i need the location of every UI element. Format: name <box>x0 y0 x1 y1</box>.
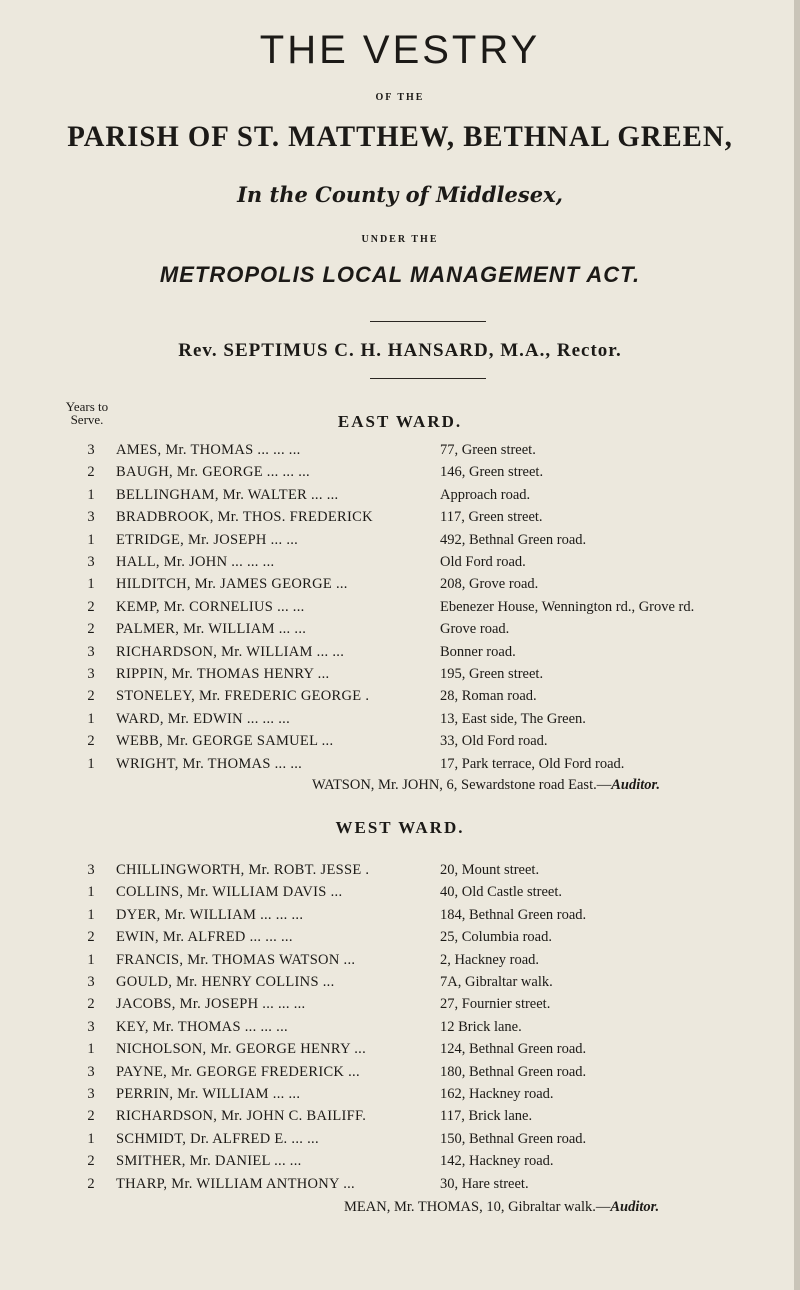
address-cell: 40, Old Castle street. <box>440 884 563 901</box>
years-cell: 3 <box>87 509 95 526</box>
years-cell: 1 <box>87 531 95 548</box>
address-cell: 150, Bethnal Green road. <box>440 1130 587 1147</box>
table-row <box>0 554 800 576</box>
name-cell: RICHARDSON, Mr. JOHN C. BAILIFF. <box>116 1108 367 1125</box>
years-cell: 1 <box>87 576 95 593</box>
name-cell: BRADBROOK, Mr. THOS. FREDERICK <box>116 509 373 526</box>
years-cell: 1 <box>87 1130 95 1147</box>
address-cell: 28, Roman road. <box>440 688 537 705</box>
address-cell: 12 Brick lane. <box>440 1018 522 1035</box>
name-cell: NICHOLSON, Mr. GEORGE HENRY ... <box>116 1041 367 1058</box>
years-cell: 3 <box>87 643 95 660</box>
name-cell: SCHMIDT, Dr. ALFRED E. ... ... <box>116 1130 319 1147</box>
name-cell: STONELEY, Mr. FREDERIC GEORGE . <box>116 688 370 705</box>
address-cell: 17, Park terrace, Old Ford road. <box>440 755 625 772</box>
name-cell: HILDITCH, Mr. JAMES GEORGE ... <box>116 576 348 593</box>
address-cell: 13, East side, The Green. <box>440 710 586 727</box>
auditor-text: MEAN, Mr. THOMAS, 10, Gibraltar walk.— <box>344 1199 611 1215</box>
county-line: In the County of Middlesex, <box>237 182 563 207</box>
table-row <box>0 464 800 486</box>
divider-rule <box>370 378 486 379</box>
table-row <box>0 576 800 598</box>
address-cell: 117, Green street. <box>440 509 543 526</box>
address-cell: 77, Green street. <box>440 442 536 458</box>
name-cell: ETRIDGE, Mr. JOSEPH ... ... <box>116 531 299 548</box>
years-cell: 3 <box>87 1018 95 1035</box>
auditor-label: Auditor. <box>610 1199 660 1215</box>
name-cell: KEY, Mr. THOMAS ... ... ... <box>116 1018 288 1035</box>
years-cell: 2 <box>87 1108 95 1125</box>
years-cell: 3 <box>87 974 95 990</box>
table-row <box>0 532 800 554</box>
name-cell: WARD, Mr. EDWIN ... ... ... <box>116 710 291 727</box>
name-cell: THARP, Mr. WILLIAM ANTHONY ... <box>116 1175 355 1192</box>
name-cell: PAYNE, Mr. GEORGE FREDERICK ... <box>116 1063 360 1080</box>
years-cell: 2 <box>87 1175 95 1192</box>
address-cell: 184, Bethnal Green road. <box>440 906 587 923</box>
table-row <box>0 644 800 666</box>
name-cell: WRIGHT, Mr. THOMAS ... ... <box>116 755 303 772</box>
address-cell: 146, Green street. <box>440 464 544 481</box>
table-row <box>0 1176 800 1198</box>
address-cell: 180, Bethnal Green road. <box>440 1063 587 1080</box>
address-cell: Approach road. <box>440 486 531 503</box>
table-row <box>0 974 800 996</box>
address-cell: 25, Columbia road. <box>440 929 552 946</box>
address-cell: Grove road. <box>440 621 510 638</box>
address-cell: 20, Mount street. <box>440 862 540 878</box>
table-row <box>0 1131 800 1153</box>
years-cell: 3 <box>87 666 95 682</box>
table-row <box>0 711 800 733</box>
name-cell: BAUGH, Mr. GEORGE ... ... ... <box>116 464 310 481</box>
table-row <box>0 1064 800 1086</box>
name-cell: AMES, Mr. THOMAS ... ... ... <box>116 442 301 458</box>
years-cell: 1 <box>87 1041 95 1058</box>
name-cell: PALMER, Mr. WILLIAM ... ... <box>116 621 307 638</box>
name-cell: HALL, Mr. JOHN ... ... ... <box>116 554 275 570</box>
address-cell: Old Ford road. <box>440 554 526 570</box>
act-heading: METROPOLIS LOCAL MANAGEMENT ACT. <box>159 262 641 287</box>
name-cell: SMITHER, Mr. DANIEL ... ... <box>116 1153 302 1170</box>
years-cell: 2 <box>87 1153 95 1170</box>
address-cell: 30, Hare street. <box>440 1175 529 1192</box>
years-cell: 3 <box>87 862 95 878</box>
years-cell: 3 <box>87 442 95 458</box>
table-row <box>0 487 800 509</box>
years-cell: 2 <box>87 929 95 946</box>
years-cell: 1 <box>87 884 95 901</box>
address-cell: 492, Bethnal Green road. <box>440 531 587 548</box>
table-row <box>0 756 800 778</box>
table-row <box>0 884 800 906</box>
name-cell: BELLINGHAM, Mr. WALTER ... ... <box>116 486 339 503</box>
table-row <box>0 666 800 688</box>
address-cell: 195, Green street. <box>440 666 544 682</box>
years-cell: 2 <box>87 996 95 1013</box>
years-cell: 3 <box>87 554 95 570</box>
rector-line: Rev. SEPTIMUS C. H. HANSARD, M.A., Rector. <box>178 340 622 361</box>
name-cell: KEMP, Mr. CORNELIUS ... ... <box>116 598 305 615</box>
name-cell: EWIN, Mr. ALFRED ... ... ... <box>116 929 293 946</box>
address-cell: 142, Hackney road. <box>440 1153 554 1170</box>
table-row <box>0 996 800 1018</box>
page-edge <box>794 0 800 1290</box>
divider-rule <box>370 321 486 322</box>
table-row <box>0 442 800 464</box>
table-row <box>0 509 800 531</box>
table-row <box>0 907 800 929</box>
west-auditor <box>344 1199 659 1216</box>
name-cell: RICHARDSON, Mr. WILLIAM ... ... <box>116 643 345 660</box>
east-ward-title: EAST WARD. <box>337 412 463 431</box>
table-row <box>0 599 800 621</box>
name-cell: WEBB, Mr. GEORGE SAMUEL ... <box>116 733 334 750</box>
table-row <box>0 621 800 643</box>
years-cell: 2 <box>87 688 95 705</box>
years-cell: 2 <box>87 598 95 615</box>
address-cell: 33, Old Ford road. <box>440 733 548 750</box>
table-row <box>0 688 800 710</box>
table-row <box>0 1019 800 1041</box>
address-cell: 7A, Gibraltar walk. <box>440 974 553 990</box>
parish-heading: PARISH OF ST. MATTHEW, BETHNAL GREEN, <box>67 120 733 153</box>
table-row <box>0 1086 800 1108</box>
address-cell: Bonner road. <box>440 643 516 660</box>
table-row <box>0 733 800 755</box>
address-cell: 162, Hackney road. <box>440 1086 554 1102</box>
page-title: THE VESTRY <box>259 28 541 72</box>
years-cell: 1 <box>87 486 95 503</box>
years-cell: 2 <box>87 464 95 481</box>
table-row <box>0 929 800 951</box>
under-the-line: UNDER THE <box>361 234 439 245</box>
years-header-line: Years to <box>65 399 109 414</box>
name-cell: DYER, Mr. WILLIAM ... ... ... <box>116 906 304 923</box>
table-row <box>0 1153 800 1175</box>
address-cell: Ebenezer House, Wennington rd., Grove rd. <box>440 598 695 615</box>
east-auditor <box>312 777 660 794</box>
name-cell: CHILLINGWORTH, Mr. ROBT. JESSE . <box>116 862 370 878</box>
name-cell: PERRIN, Mr. WILLIAM ... ... <box>116 1086 301 1102</box>
address-cell: 208, Grove road. <box>440 576 539 593</box>
years-cell: 1 <box>87 906 95 923</box>
auditor-text: WATSON, Mr. JOHN, 6, Sewardstone road East.— <box>312 777 612 793</box>
address-cell: 27, Fournier street. <box>440 996 551 1013</box>
years-cell: 2 <box>87 621 95 638</box>
years-header-line: Serve. <box>70 412 104 427</box>
address-cell: 124, Bethnal Green road. <box>440 1041 587 1058</box>
years-cell: 1 <box>87 710 95 727</box>
table-row <box>0 862 800 884</box>
name-cell: FRANCIS, Mr. THOMAS WATSON ... <box>116 951 356 968</box>
years-cell: 3 <box>87 1063 95 1080</box>
table-row <box>0 1041 800 1063</box>
name-cell: GOULD, Mr. HENRY COLLINS ... <box>116 974 335 990</box>
name-cell: RIPPIN, Mr. THOMAS HENRY ... <box>116 666 330 682</box>
table-row <box>0 1108 800 1130</box>
of-the-line: OF THE <box>375 92 425 103</box>
west-ward-title: WEST WARD. <box>335 818 465 837</box>
years-cell: 2 <box>87 733 95 750</box>
address-cell: 2, Hackney road. <box>440 951 540 968</box>
years-cell: 1 <box>87 951 95 968</box>
name-cell: COLLINS, Mr. WILLIAM DAVIS ... <box>116 884 343 901</box>
auditor-label: Auditor. <box>611 777 660 793</box>
table-row <box>0 952 800 974</box>
address-cell: 117, Brick lane. <box>440 1108 533 1125</box>
name-cell: JACOBS, Mr. JOSEPH ... ... ... <box>116 996 306 1013</box>
years-cell: 1 <box>87 755 95 772</box>
years-cell: 3 <box>87 1086 95 1102</box>
